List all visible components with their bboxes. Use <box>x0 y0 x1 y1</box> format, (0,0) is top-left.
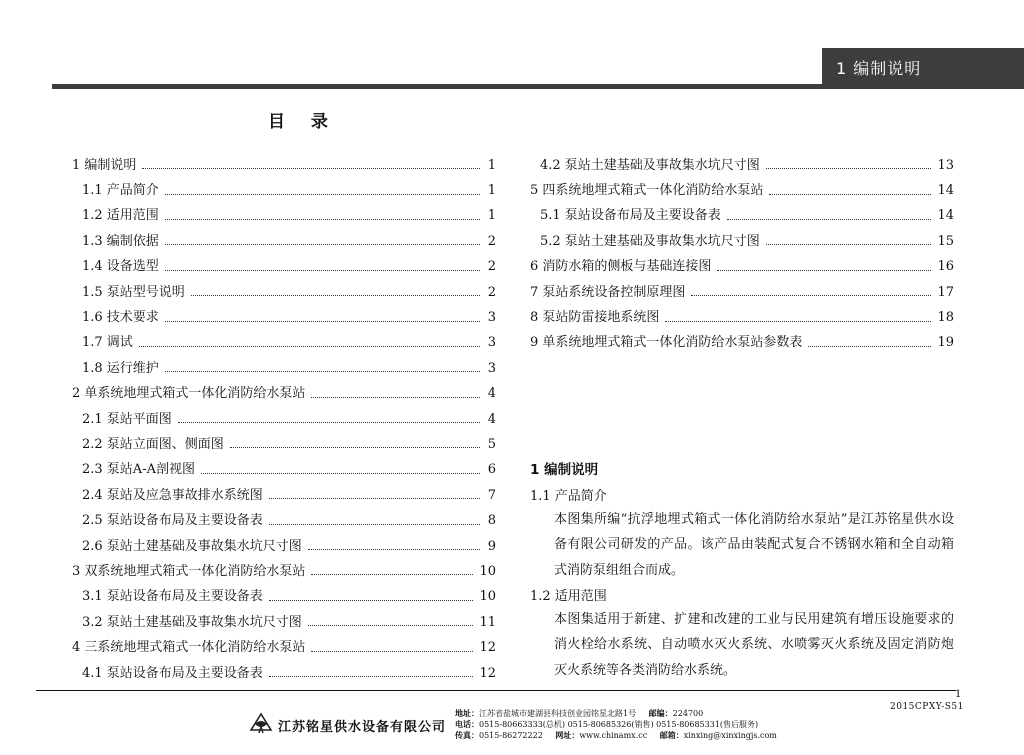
toc-entry <box>72 585 496 610</box>
toc-entry-title: 3.1 泵站设备布局及主要设备表 <box>82 589 263 605</box>
toc-entry <box>530 331 954 356</box>
toc-entry-page: 18 <box>937 310 954 326</box>
toc-leader-dots <box>311 574 473 575</box>
toc-entry-page: 6 <box>487 462 496 478</box>
toc-leader-dots <box>201 473 480 474</box>
toc-entry-title: 3 双系统地埋式箱式一体化消防给水泵站 <box>72 563 306 579</box>
toc-entry-page: 9 <box>487 538 496 554</box>
subsection-title-1-1: 1.1 产品简介 <box>530 489 607 504</box>
toc-entry-page: 19 <box>937 335 954 351</box>
address: 江苏省盐城市建湖县科技创业园铭星北路1号 <box>479 709 637 718</box>
toc-entry <box>72 559 496 584</box>
toc-entry-title: 4 三系统地埋式箱式一体化消防给水泵站 <box>72 640 306 656</box>
toc-entry-title: 1.1 产品简介 <box>82 183 159 199</box>
toc-entry <box>72 255 496 280</box>
postcode: 224700 <box>672 709 704 718</box>
toc-right-column <box>530 153 954 356</box>
toc-leader-dots <box>766 168 932 169</box>
toc-entry-title: 2.6 泵站土建基础及事故集水坑尺寸图 <box>82 538 302 554</box>
toc-entry-page: 7 <box>487 487 496 503</box>
phone-label: 电话： <box>455 719 479 729</box>
toc-entry-title: 1.3 编制依据 <box>82 233 159 249</box>
toc-entry <box>530 255 954 280</box>
toc-entry <box>72 356 496 381</box>
toc-entry-title: 4.2 泵站土建基础及事故集水坑尺寸图 <box>540 157 760 173</box>
toc-entry-title: 2.1 泵站平面图 <box>82 411 172 427</box>
toc-entry <box>72 153 496 178</box>
toc-entry <box>72 305 496 330</box>
toc-entry-page: 3 <box>487 360 496 376</box>
toc-entry-page: 3 <box>487 310 496 326</box>
toc-entry-page: 8 <box>487 513 496 529</box>
toc-entry <box>72 508 496 533</box>
toc-leader-dots <box>769 194 931 195</box>
toc-entry <box>72 610 496 635</box>
toc-leader-dots <box>230 447 480 448</box>
paragraph-product-intro: 本图集所编“抗浮地埋式箱式一体化消防给水泵站”是江苏铭星供水设备有限公司研发的产品。该产品由装配式复合不锈钢水箱和全自动箱式消防泵组组合而成。 <box>554 512 954 578</box>
toc-entry <box>72 204 496 229</box>
toc-entry-page: 5 <box>487 436 496 452</box>
toc-entry-page: 14 <box>937 183 954 199</box>
toc-leader-dots <box>139 346 480 347</box>
toc-entry-title: 1.6 技术要求 <box>82 310 159 326</box>
contact-line-fax <box>455 730 787 741</box>
toc-entry-title: 1 编制说明 <box>72 157 137 173</box>
footer-rule <box>36 690 956 691</box>
toc-entry <box>72 432 496 457</box>
toc-leader-dots <box>665 321 931 322</box>
toc-entry <box>72 661 496 686</box>
toc-entry-page: 4 <box>487 386 496 402</box>
toc-entry-title: 1.4 设备选型 <box>82 259 159 275</box>
company-name: 江苏铭星供水设备有限公司 <box>278 720 447 735</box>
toc-entry-page: 1 <box>487 183 496 199</box>
toc-entry-page: 13 <box>937 157 954 173</box>
toc-leader-dots <box>269 498 480 499</box>
toc-entry-page: 10 <box>479 589 496 605</box>
toc-leader-dots <box>142 168 480 169</box>
fax-label: 传真： <box>455 730 479 740</box>
toc-leader-dots <box>191 295 480 296</box>
toc-entry-page: 12 <box>479 665 496 681</box>
paragraph-scope: 本图集适用于新建、扩建和改建的工业与民用建筑有增压设施要求的消火栓给水系统、自动喷水灭火系统、水喷雾灭火系统及固定消防炮灭火系统等各类消防给水系统。 <box>554 612 954 678</box>
toc-entry-title: 2.4 泵站及应急事故排水系统图 <box>82 487 263 503</box>
address-label: 地址： <box>455 708 479 718</box>
toc-entry-title: 1.7 调试 <box>82 335 133 351</box>
contact-line-phone <box>455 719 787 730</box>
toc-leader-dots <box>269 524 480 525</box>
toc-leader-dots <box>269 600 474 601</box>
toc-entry-page: 14 <box>937 208 954 224</box>
toc-leader-dots <box>308 625 474 626</box>
phone: 0515-80663333(总机) 0515-80685326(销售) 0515-80685331(售后服务) <box>479 720 759 729</box>
toc-entry-page: 16 <box>937 259 954 275</box>
toc-entry-page: 1 <box>487 208 496 224</box>
toc-entry <box>72 178 496 203</box>
web-label: 网址： <box>555 730 580 740</box>
toc-leader-dots <box>311 651 473 652</box>
toc-entry-title: 3.2 泵站土建基础及事故集水坑尺寸图 <box>82 614 302 630</box>
toc-entry <box>530 204 954 229</box>
toc-entry-page: 2 <box>487 284 496 300</box>
toc-entry-page: 10 <box>479 563 496 579</box>
toc-entry-title: 6 消防水箱的侧板与基础连接图 <box>530 259 712 275</box>
toc-entry-title: 5.2 泵站土建基础及事故集水坑尺寸图 <box>540 233 760 249</box>
toc-leader-dots <box>808 346 931 347</box>
toc-entry <box>530 229 954 254</box>
page-number: 1 <box>955 689 962 700</box>
toc-entry <box>72 280 496 305</box>
email: xinxing@xinxingjs.com <box>683 731 777 740</box>
toc-entry-title: 2.3 泵站A-A剖视图 <box>82 462 195 478</box>
toc-entry-title: 2 单系统地埋式箱式一体化消防给水泵站 <box>72 386 306 402</box>
section-title: 1 编制说明 <box>530 462 599 478</box>
toc-entry-page: 1 <box>487 157 496 173</box>
company-logo-icon <box>248 710 274 736</box>
contact-block <box>455 708 787 741</box>
chapter-tab-label: 1 编制说明 <box>836 59 922 78</box>
toc-leader-dots <box>766 244 932 245</box>
website: www.chinamx.cc <box>579 731 648 740</box>
toc-entry <box>72 458 496 483</box>
toc-left-column <box>72 153 496 686</box>
page-code: 2015CPXY-S51 <box>890 702 964 712</box>
toc-entry-title: 1.8 运行维护 <box>82 360 159 376</box>
toc-leader-dots <box>165 194 480 195</box>
toc-entry-page: 17 <box>937 284 954 300</box>
postcode-label: 邮编： <box>648 708 673 718</box>
toc-entry <box>72 635 496 660</box>
fax: 0515-86272222 <box>479 731 543 740</box>
toc-entry <box>530 280 954 305</box>
header-rule <box>52 84 1024 89</box>
toc-entry-page: 15 <box>937 233 954 249</box>
toc-entry-title: 7 泵站系统设备控制原理图 <box>530 284 686 300</box>
toc-leader-dots <box>165 321 480 322</box>
toc-entry-page: 4 <box>487 411 496 427</box>
toc-entry-title: 9 单系统地埋式箱式一体化消防给水泵站参数表 <box>530 335 803 351</box>
toc-entry-title: 2.5 泵站设备布局及主要设备表 <box>82 513 263 529</box>
toc-leader-dots <box>165 219 480 220</box>
toc-entry <box>530 305 954 330</box>
email-label: 邮箱： <box>659 730 684 740</box>
toc-entry-title: 1.2 适用范围 <box>82 208 159 224</box>
toc-entry-title: 4.1 泵站设备布局及主要设备表 <box>82 665 263 681</box>
toc-entry <box>72 407 496 432</box>
toc-leader-dots <box>165 270 480 271</box>
toc-entry <box>72 483 496 508</box>
toc-entry-page: 2 <box>487 259 496 275</box>
toc-leader-dots <box>178 422 480 423</box>
subsection-title-1-2: 1.2 适用范围 <box>530 589 607 604</box>
toc-title: 目 录 <box>268 112 338 132</box>
toc-entry <box>72 382 496 407</box>
toc-entry-title: 2.2 泵站立面图、侧面图 <box>82 436 224 452</box>
toc-entry-page: 11 <box>479 614 496 630</box>
toc-entry-title: 8 泵站防雷接地系统图 <box>530 310 660 326</box>
toc-entry-title: 5 四系统地埋式箱式一体化消防给水泵站 <box>530 183 764 199</box>
toc-leader-dots <box>308 549 480 550</box>
toc-entry <box>72 229 496 254</box>
contact-line-address <box>455 708 787 719</box>
toc-entry-title: 1.5 泵站型号说明 <box>82 284 185 300</box>
toc-leader-dots <box>311 397 480 398</box>
toc-entry <box>530 178 954 203</box>
toc-leader-dots <box>727 219 932 220</box>
toc-entry-page: 12 <box>479 640 496 656</box>
toc-leader-dots <box>691 295 931 296</box>
toc-entry <box>72 331 496 356</box>
toc-leader-dots <box>165 371 480 372</box>
toc-entry-page: 2 <box>487 233 496 249</box>
toc-entry-title: 5.1 泵站设备布局及主要设备表 <box>540 208 721 224</box>
toc-entry <box>72 534 496 559</box>
toc-leader-dots <box>165 244 480 245</box>
toc-leader-dots <box>269 676 474 677</box>
toc-entry-page: 3 <box>487 335 496 351</box>
toc-leader-dots <box>717 270 931 271</box>
toc-entry <box>530 153 954 178</box>
